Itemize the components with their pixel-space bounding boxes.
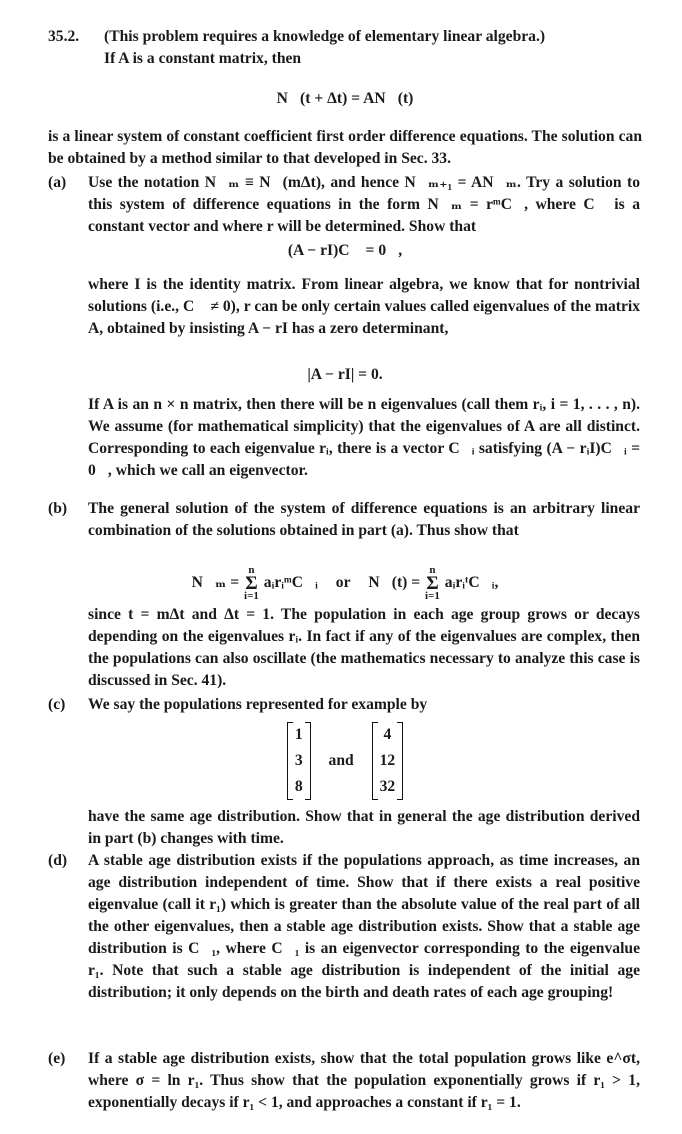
vector-cell: 8 <box>294 778 303 795</box>
part-b-text2: since t = mΔt and Δt = 1. The population in each age group grows or decays depending on the eigenvalues rᵢ. In fact if any of the eigenvalues are complex, then the populations can also oscillate (the mathematics necessary to analyze this case is discussed in Sec. 41). <box>88 606 640 689</box>
and-label: and <box>328 752 354 769</box>
problem-line2: If A is a constant matrix, then <box>104 50 302 67</box>
part-c-text2: have the same age distribution. Show that in general the age distribution derived in part (b) changes with time. <box>88 808 640 847</box>
vector-cell: 12 <box>379 752 396 769</box>
part-e-text: If a stable age distribution exists, show that the total population grows like e^σt, where σ = ln r₁. Thus show that the population exponentially grows if r₁ > 1, exponentially decays if r₁ < 1, and approaches a constant if r₁ = 1. <box>88 1050 640 1111</box>
vector-2 <box>372 722 404 800</box>
part-a-equation: (A − rI)C⃗ = 0⃗, <box>287 242 403 259</box>
part-d-text: A stable age distribution exists if the populations approach, as time increases, an age distribution independent of time. Show that if there exists a real positive eigenvalue (call it r₁) which is greater than the absolute value of the real part of all the other eigenvalues, then a stable age distribution exists. Show that a stable age distribution is C⃗₁, where C⃗₁ is an eigenvector corresponding to the eigenvalue r₁. Note that such a stable age distribution is independent of the initial age distribution; it only depends on the birth and death rates of each age grouping! <box>88 852 640 1001</box>
intro-paragraph: is a linear system of constant coefficient first order difference equations. The solution can be obtained by a method similar to that developed in Sec. 33. <box>48 128 642 167</box>
part-b-text1: The general solution of the system of difference equations is an arbitrary linear combination of the solutions obtained in part (a). Thus show that <box>88 500 640 539</box>
equation-system: N⃗(t + Δt) = AN⃗(t) <box>276 90 414 107</box>
summation-symbol: n Σ i=1 <box>244 564 259 602</box>
part-a-text3: If A is an n × n matrix, then there will be n eigenvalues (call them rᵢ, i = 1, . . . , n). We assume (for mathematical simplicity) that the eigenvalues of A are all distinct. Corresponding to each eigenvalue rᵢ, there is a vector C⃗ᵢ satisfying (A − rᵢI)C⃗ᵢ = 0⃗, which we call an eigenvector. <box>88 396 640 479</box>
part-d-label: (d) <box>48 852 68 869</box>
part-c-text1: We say the populations represented for example by <box>88 696 428 713</box>
summation-symbol: n Σ i=1 <box>425 564 440 602</box>
part-e-label: (e) <box>48 1050 66 1067</box>
part-b-eq-term1: aᵢrᵢᵐC⃗ᵢ <box>263 574 318 592</box>
part-a-text1: Use the notation N⃗ₘ ≡ N⃗(mΔt), and hence N⃗ₘ₊₁ = AN⃗ₘ. Try a solution to this system of difference equations in the form N⃗ₘ = rᵐC⃗, where C⃗ is a constant vector and where r will be determined. Show that <box>88 174 640 235</box>
example-vectors <box>48 722 642 800</box>
vector-cell: 4 <box>383 726 392 743</box>
part-a-determinant: |A − rI| = 0. <box>307 366 383 383</box>
part-b-eq-left: N⃗ₘ = <box>191 574 244 592</box>
part-a-label: (a) <box>48 174 67 191</box>
problem-number: 35.2. <box>48 28 80 45</box>
vector-cell: 1 <box>294 726 303 743</box>
part-a-text2: where I is the identity matrix. From linear algebra, we know that for nontrivial solutions (i.e., C⃗ ≠ 0), r can be only certain values called eigenvalues of the matrix A, obtained by insisting A − rI has a zero determinant, <box>88 276 640 337</box>
part-b-eq-term2: aᵢrᵢᵗC⃗ᵢ, <box>444 574 499 592</box>
problem-intro: (This problem requires a knowledge of elementary linear algebra.) <box>104 28 546 45</box>
part-b-eq-right: N⃗(t) = <box>368 574 425 592</box>
vector-cell: 3 <box>294 752 303 769</box>
part-c-label: (c) <box>48 696 66 713</box>
vector-cell: 32 <box>379 778 396 795</box>
vector-1 <box>287 722 311 800</box>
part-b-label: (b) <box>48 500 68 517</box>
part-b-eq-or: or <box>335 574 351 592</box>
part-b-equation <box>48 566 642 601</box>
